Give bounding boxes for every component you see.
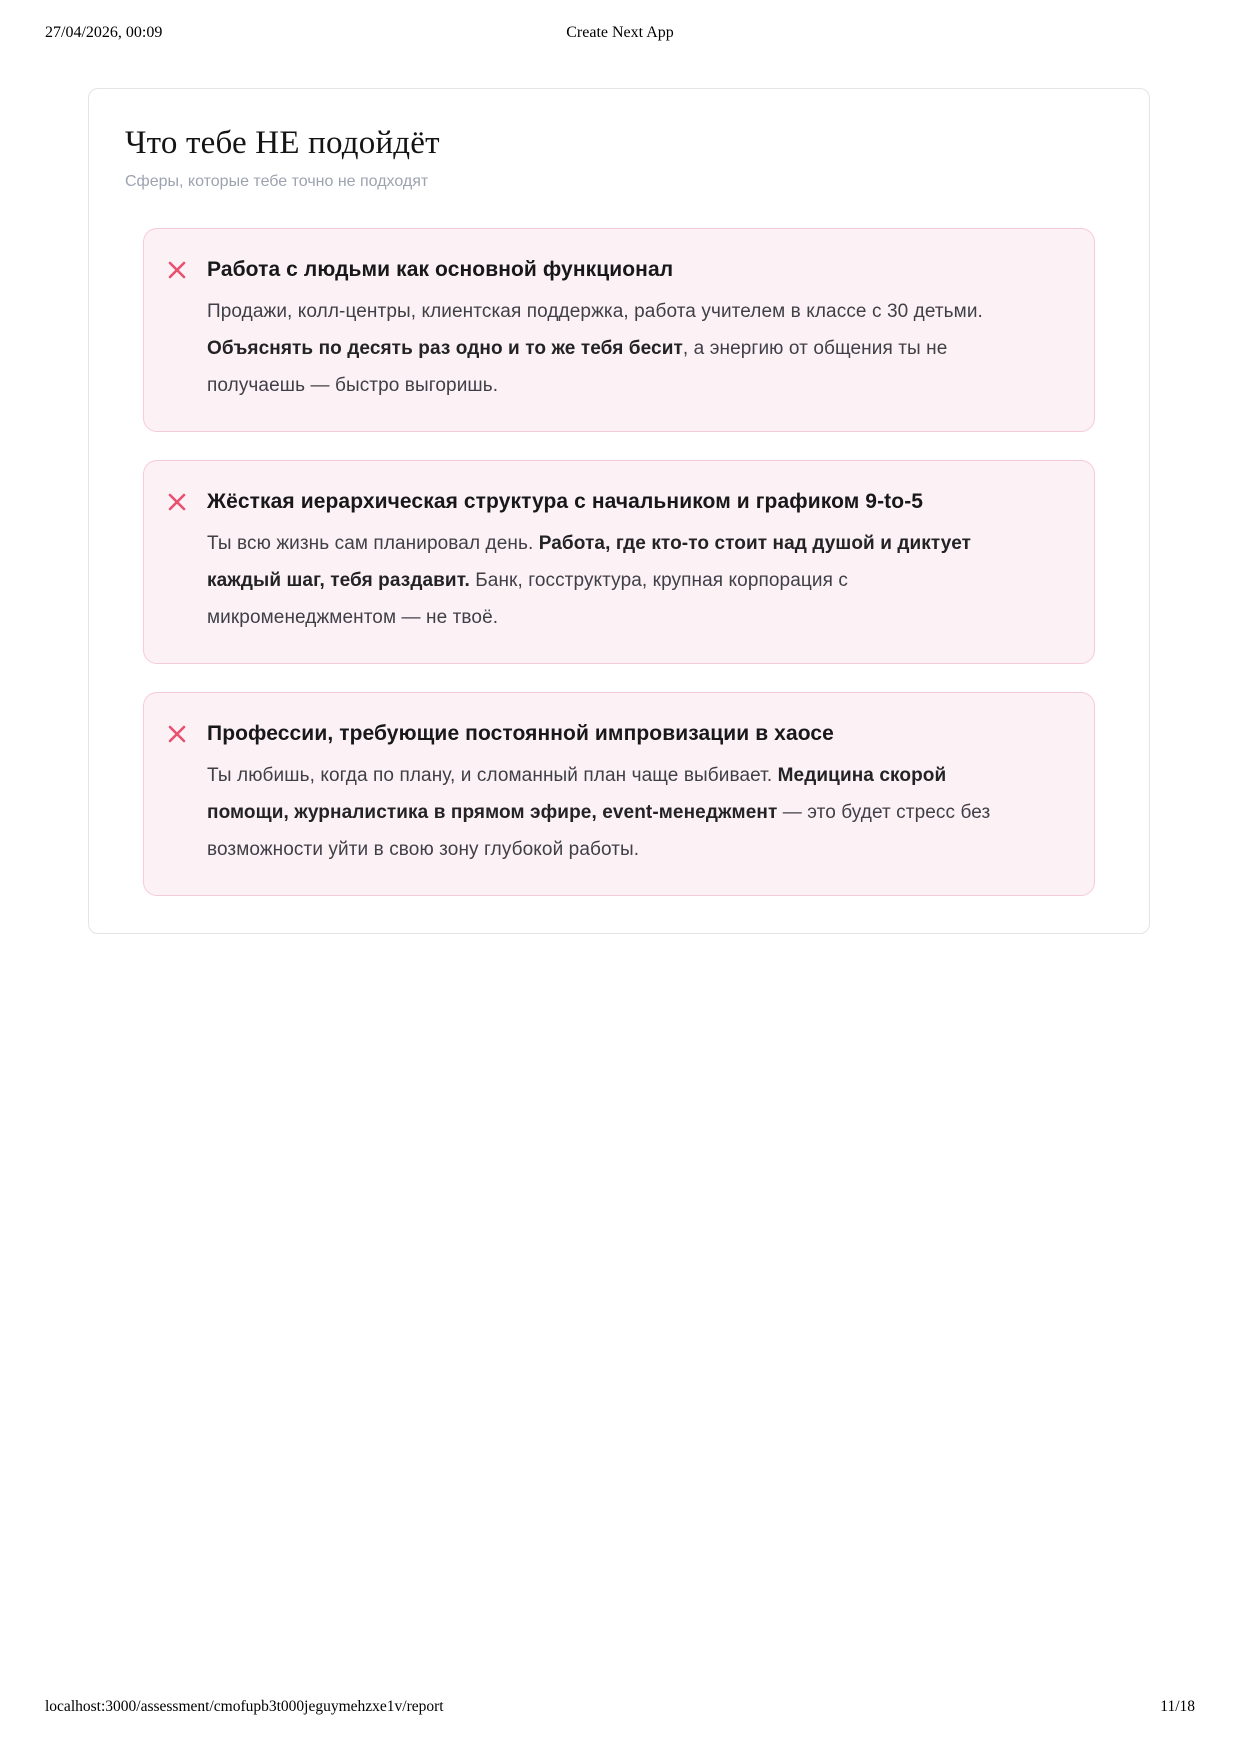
avoid-list (143, 228, 1095, 896)
print-datetime: 27/04/2026, 00:09 (45, 24, 163, 41)
list-item (143, 460, 1095, 664)
list-item-text (207, 256, 995, 404)
list-item-heading: Профессии, требующие постоянной импровизации в хаосе (207, 722, 834, 745)
list-item-text (207, 488, 995, 636)
print-document-title: Create Next App (566, 24, 674, 41)
list-item-heading: Жёсткая иерархическая структура с начальником и графиком 9-to-5 (207, 490, 924, 513)
list-item-heading: Работа с людьми как основной функционал (207, 258, 674, 281)
list-item-body: Ты всю жизнь сам планировал день. Работа, где кто-то стоит над душой и диктует каждый шаг, тебя раздавит. Банк, госструктура, крупная корпорация с микроменеджментом — не твоё. (207, 533, 972, 628)
page-title: Что тебе НЕ подойдёт (125, 125, 440, 161)
print-url: localhost:3000/assessment/cmofupb3t000jeguymehzxe1v/report (45, 1698, 444, 1715)
list-item-body: Продажи, колл-центры, клиентская поддержка, работа учителем в классе с 30 детьми. Объяснять по десять раз одно и то же тебя бесит, а энергию от общения ты не получаешь — быстро выгоришь. (207, 301, 983, 396)
print-header (45, 24, 1195, 46)
print-page-number: 11/18 (1160, 1698, 1195, 1715)
x-icon (165, 490, 189, 514)
x-icon (165, 722, 189, 746)
page-subtitle: Сферы, которые тебе точно не подходят (125, 173, 429, 190)
list-item (143, 228, 1095, 432)
print-footer (45, 1698, 1195, 1720)
list-item (143, 692, 1095, 896)
report-section-card (88, 88, 1150, 934)
x-icon (165, 258, 189, 282)
list-item-text (207, 720, 995, 868)
list-item-body: Ты любишь, когда по плану, и сломанный план чаще выбивает. Медицина скорой помощи, журналистика в прямом эфире, event-менеджмент — это будет стресс без возможности уйти в свою зону глубокой работы. (207, 765, 991, 860)
